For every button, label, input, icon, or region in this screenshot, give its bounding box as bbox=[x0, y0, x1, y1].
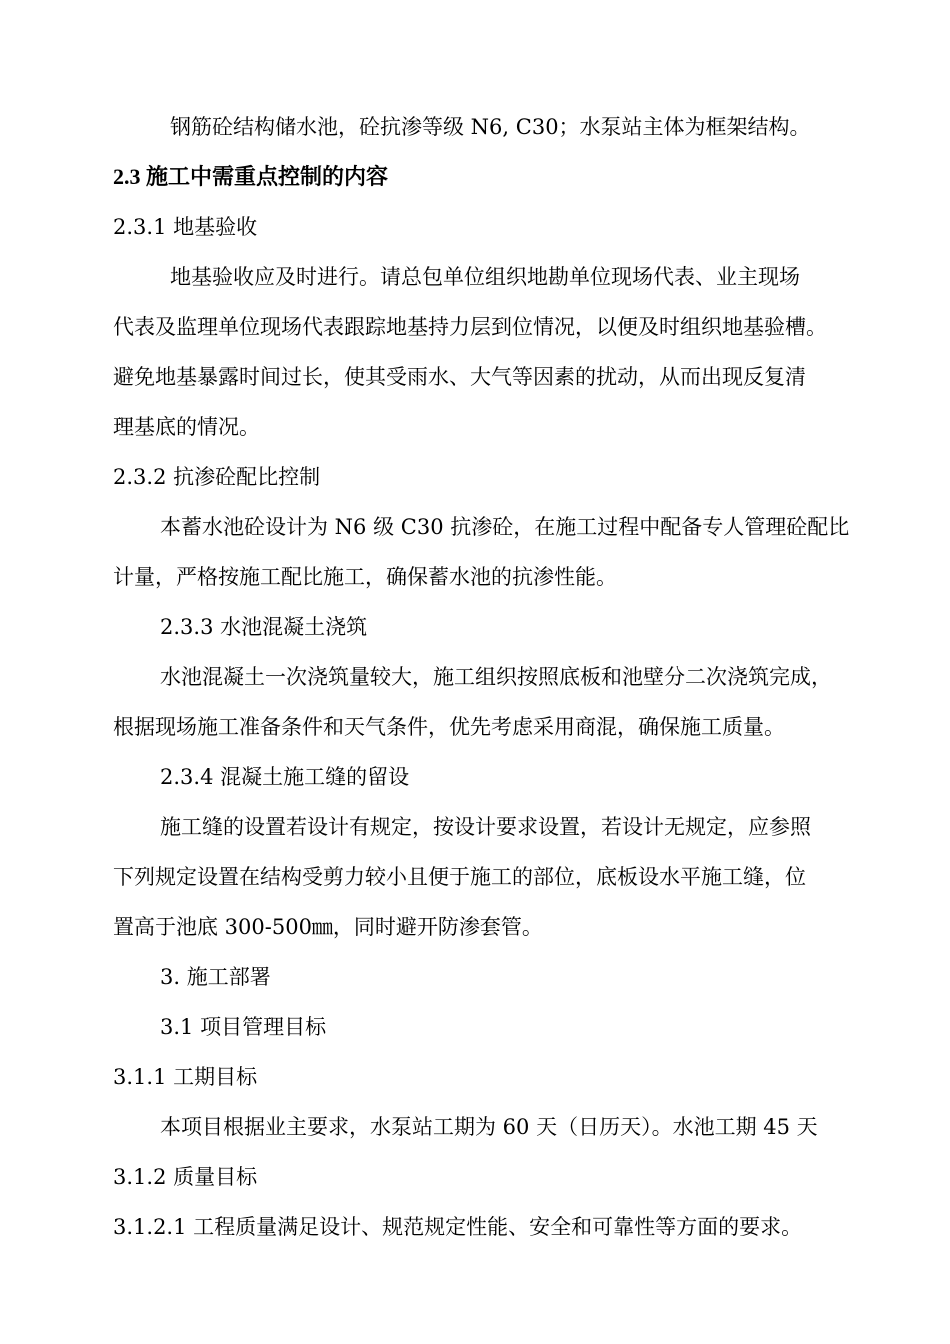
paragraph-line: 置高于池底 300-500㎜，同时避开防渗套管。 bbox=[113, 915, 543, 939]
paragraph-line: 避免地基暴露时间过长，使其受雨水、大气等因素的扰动，从而出现反复清 bbox=[113, 365, 806, 389]
subsection-heading: 2.3.1 地基验收 bbox=[113, 215, 258, 239]
paragraph-line: 本蓄水池砼设计为 N6 级 C30 抗渗砼，在施工过程中配备专人管理砼配比 bbox=[160, 515, 850, 539]
paragraph-line: 下列规定设置在结构受剪力较小且便于施工的部位，底板设水平施工缝，位 bbox=[113, 865, 806, 889]
paragraph-line: 本项目根据业主要求，水泵站工期为 60 天（日历天）。水池工期 45 天 bbox=[160, 1115, 818, 1139]
paragraph-line: 水池混凝土一次浇筑量较大，施工组织按照底板和池壁分二次浇筑完成， bbox=[160, 665, 832, 689]
subsection-heading: 3.1.2 质量目标 bbox=[113, 1165, 258, 1189]
section-heading: 3. 施工部署 bbox=[160, 965, 271, 989]
paragraph-line: 3.1.2.1 工程质量满足设计、规范规定性能、安全和可靠性等方面的要求。 bbox=[113, 1215, 803, 1239]
paragraph-line: 计量，严格按施工配比施工，确保蓄水池的抗渗性能。 bbox=[113, 565, 617, 589]
subsection-heading: 3.1.1 工期目标 bbox=[113, 1065, 258, 1089]
paragraph-line: 根据现场施工准备条件和天气条件，优先考虑采用商混，确保施工质量。 bbox=[113, 715, 785, 739]
paragraph-line: 施工缝的设置若设计有规定，按设计要求设置，若设计无规定，应参照 bbox=[160, 815, 811, 839]
paragraph-line: 地基验收应及时进行。请总包单位组织地勘单位现场代表、业主现场 bbox=[170, 265, 800, 289]
section-heading: 2.3 施工中需重点控制的内容 bbox=[113, 164, 389, 189]
paragraph-line: 代表及监理单位现场代表跟踪地基持力层到位情况，以便及时组织地基验槽。 bbox=[113, 315, 827, 339]
paragraph-line: 理基底的情况。 bbox=[113, 415, 260, 439]
subsection-heading: 2.3.4 混凝土施工缝的留设 bbox=[160, 765, 410, 789]
subsection-heading: 2.3.2 抗渗砼配比控制 bbox=[113, 465, 321, 489]
paragraph-line: 钢筋砼结构储水池，砼抗渗等级 N6, C30；水泵站主体为框架结构。 bbox=[170, 115, 811, 139]
subsection-heading: 3.1 项目管理目标 bbox=[160, 1015, 327, 1039]
subsection-heading: 2.3.3 水池混凝土浇筑 bbox=[160, 615, 368, 639]
